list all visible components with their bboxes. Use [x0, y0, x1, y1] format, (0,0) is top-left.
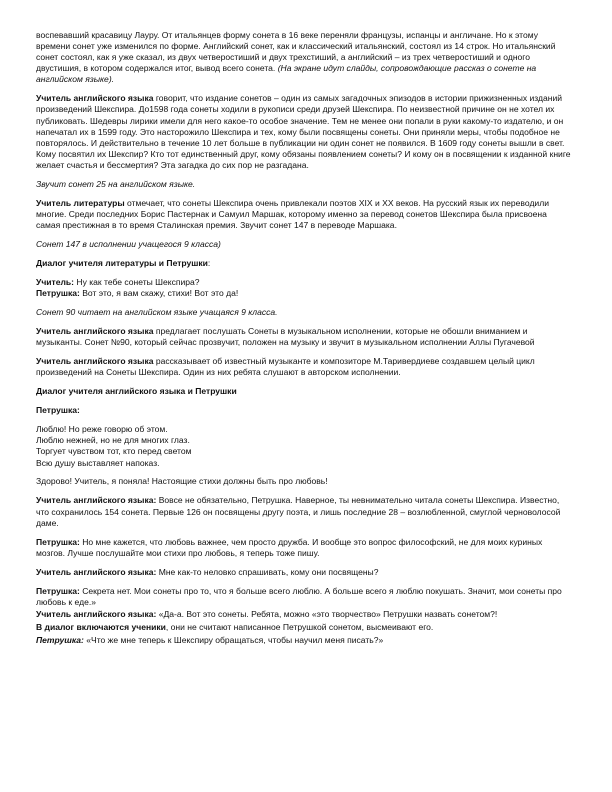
stage-note-sonnet-147: Сонет 147 в исполнении учащегося 9 класса)	[36, 239, 221, 250]
paragraph-text: воспевавший красавицу Лауру. От итальянцев форму сонета в 16 веке переняли французы, испанцы и англичане. Но к этому времени сонет уже изменился по форме. Английский сонет, как и классический итальянский, состоял из 14 строк. Но итальянский сонет состоял, как я уже сказал, из двух четверостиший и двух трехстиший, а английский – из трех четверостиший и одного двустишия, в котором содержался итог, вывод всего сонета.	[36, 30, 556, 74]
petrushka-exclamation: Здорово! Учитель, я поняла! Настоящие стихи должны быть про любовь!	[36, 476, 328, 487]
speaker-label: Учитель:	[36, 277, 75, 288]
paragraph-text: Мне как-то неловко спрашивать, кому они посвящены?	[156, 566, 379, 577]
dialog-line: Вот это, я вам скажу, стихи! Вот это да!	[79, 288, 239, 299]
poem-line: Всю душу выставляет напоказ.	[36, 457, 160, 468]
paragraph-sonnet-publication	[36, 93, 572, 171]
speaker-label: Учитель английского языка:	[36, 495, 157, 506]
paragraph-154-sonnets	[36, 495, 572, 528]
stage-note: (На экране идут слайды, сопровождающие рассказ о сонете на английском языке).	[36, 63, 537, 85]
paragraph-ask-shakespeare	[36, 635, 572, 646]
paragraph-text: рассказывает об известный музыканте и композиторе М.Таривердиеве создавшем целый цикл произведений на Сонеты Шекспира. Один из них ребята слушают в авторском исполнении.	[36, 356, 535, 378]
paragraph-tariverdiev	[36, 356, 572, 378]
document-page	[36, 30, 572, 647]
speaker-label: Учитель английского языка	[36, 356, 154, 367]
speaker-label: Петрушка:	[36, 585, 80, 596]
paragraph-text: , они не считают написанное Петрушкой сонетом, высмеивают его.	[165, 621, 434, 632]
poem-quatrain	[36, 424, 572, 468]
paragraph-text: Но мне кажется, что любовь важнее, чем просто дружба. И вообще это вопрос философский, не для моих куриных мозгов. Лучше послушайте мои стихи про любовь, я теперь тоже пишу.	[36, 536, 543, 558]
poem-line: Торгует чувством тот, кто перед светом	[36, 446, 192, 457]
paragraph-food-sonnets	[36, 586, 572, 608]
dialog-heading: Диалог учителя литературы и Петрушки	[36, 258, 208, 269]
paragraph-dedication-question	[36, 567, 572, 578]
paragraph-music-sonnets	[36, 326, 572, 348]
dialog-heading-english: Диалог учителя английского языка и Петрушки	[36, 386, 237, 397]
paragraph-text: отмечает, что сонеты Шекспира очень привлекали поэтов XIX и XX веков. На русский язык их переводили многие. Среди последних Борис Пастернак и Самуил Маршак, которому именно за перевод сонетов Шекспира была присвоена самая престижная в то время Сталинская премия. Звучит сонет 147 в переводе Маршака.	[36, 197, 549, 231]
speaker-label: Учитель английского языка:	[36, 609, 157, 620]
paragraph-sonnet-history	[36, 30, 572, 85]
paragraph-text: говорит, что издание сонетов – один из самых загадочных эпизодов в истории прижизненных изданий произведений Шекспира. До1598 года сонеты ходили в рукописи среди друзей Шекспира. По неизвестной причине он не хотел их публиковать. Шедевры лирики имели для него какое-то особое значение. Тем не менее они попали в руки какому-то издателю, и он напечатал их в 1599 году. Это насторожило Шекспира и тех, кому были посвящены сонеты. Они приняли меры, чтобы подобное не повторялось. И действительно в течение 10 лет больше в публикации ни один сонет не появился. В 1609 году сонеты вышли в свет. Кому посвятил их Шекспир? Кто тот единственный друг, кому обязаны появлением сонеты? И кому он в посвящении к изданной книге желает счастья и бессмертия? Эта загадка до сих пор не разгадана.	[36, 93, 571, 170]
paragraph-text: «Что же мне теперь к Шекспиру обращаться, чтобы научил меня писать?»	[83, 634, 384, 645]
paragraph-students-join	[36, 622, 572, 633]
paragraph-text: предлагает послушать Сонеты в музыкальном исполнении, которые не обошли вниманием и музыканты. Сонет №90, который сейчас прозвучит, положен на музыку и звучит в музыкальном исполнении Аллы Пугачевой	[36, 326, 535, 348]
stage-note-sonnet-25: Звучит сонет 25 на английском языке.	[36, 178, 196, 189]
speaker-label: Учитель литературы	[36, 197, 125, 208]
speaker-label-petrushka: Петрушка:	[36, 405, 80, 416]
paragraph-text: Секрета нет. Мои сонеты про то, что я больше всего люблю. А больше всего я люблю покушать. Значит, мои сонеты про любовь к еде.»	[36, 585, 562, 607]
speaker-label: Учитель английского языка:	[36, 566, 157, 577]
heading-colon: :	[207, 258, 211, 269]
paragraph-translations	[36, 198, 572, 231]
paragraph-text: Вовсе не обязательно, Петрушка. Наверное, ты невнимательно читала сонеты Шекспира. Известно, что сохранилось 154 сонета. Первые 126 он посвящены другу поэта, и лишь последние 28 – возлюбленной, смуглой черноволосой даме.	[36, 495, 561, 528]
paragraph-is-it-sonnet	[36, 609, 572, 620]
stage-note-sonnet-90: Сонет 90 читает на английском языке учащаяся 9 класса.	[36, 307, 278, 318]
dialog-exchange	[36, 277, 572, 299]
paragraph-text: «Да-а. Вот это сонеты. Ребята, можно «это творчество» Петрушки назвать сонетом?!	[156, 609, 498, 620]
speaker-label: Петрушка:	[36, 634, 84, 645]
speaker-label: Петрушка:	[36, 288, 80, 299]
speaker-label: Петрушка:	[36, 536, 80, 547]
speaker-label: В диалог включаются ученики	[36, 621, 166, 632]
speaker-label: Учитель английского языка	[36, 93, 154, 104]
paragraph-petrushka-love	[36, 537, 572, 559]
speaker-label: Учитель английского языка	[36, 326, 154, 337]
poem-line: Люблю нежней, но не для многих глаз.	[36, 435, 190, 446]
poem-line: Люблю! Но реже говорю об этом.	[36, 424, 168, 435]
dialog-line: Ну как тебе сонеты Шекспира?	[74, 277, 200, 288]
dialog-heading-literature	[36, 258, 572, 269]
